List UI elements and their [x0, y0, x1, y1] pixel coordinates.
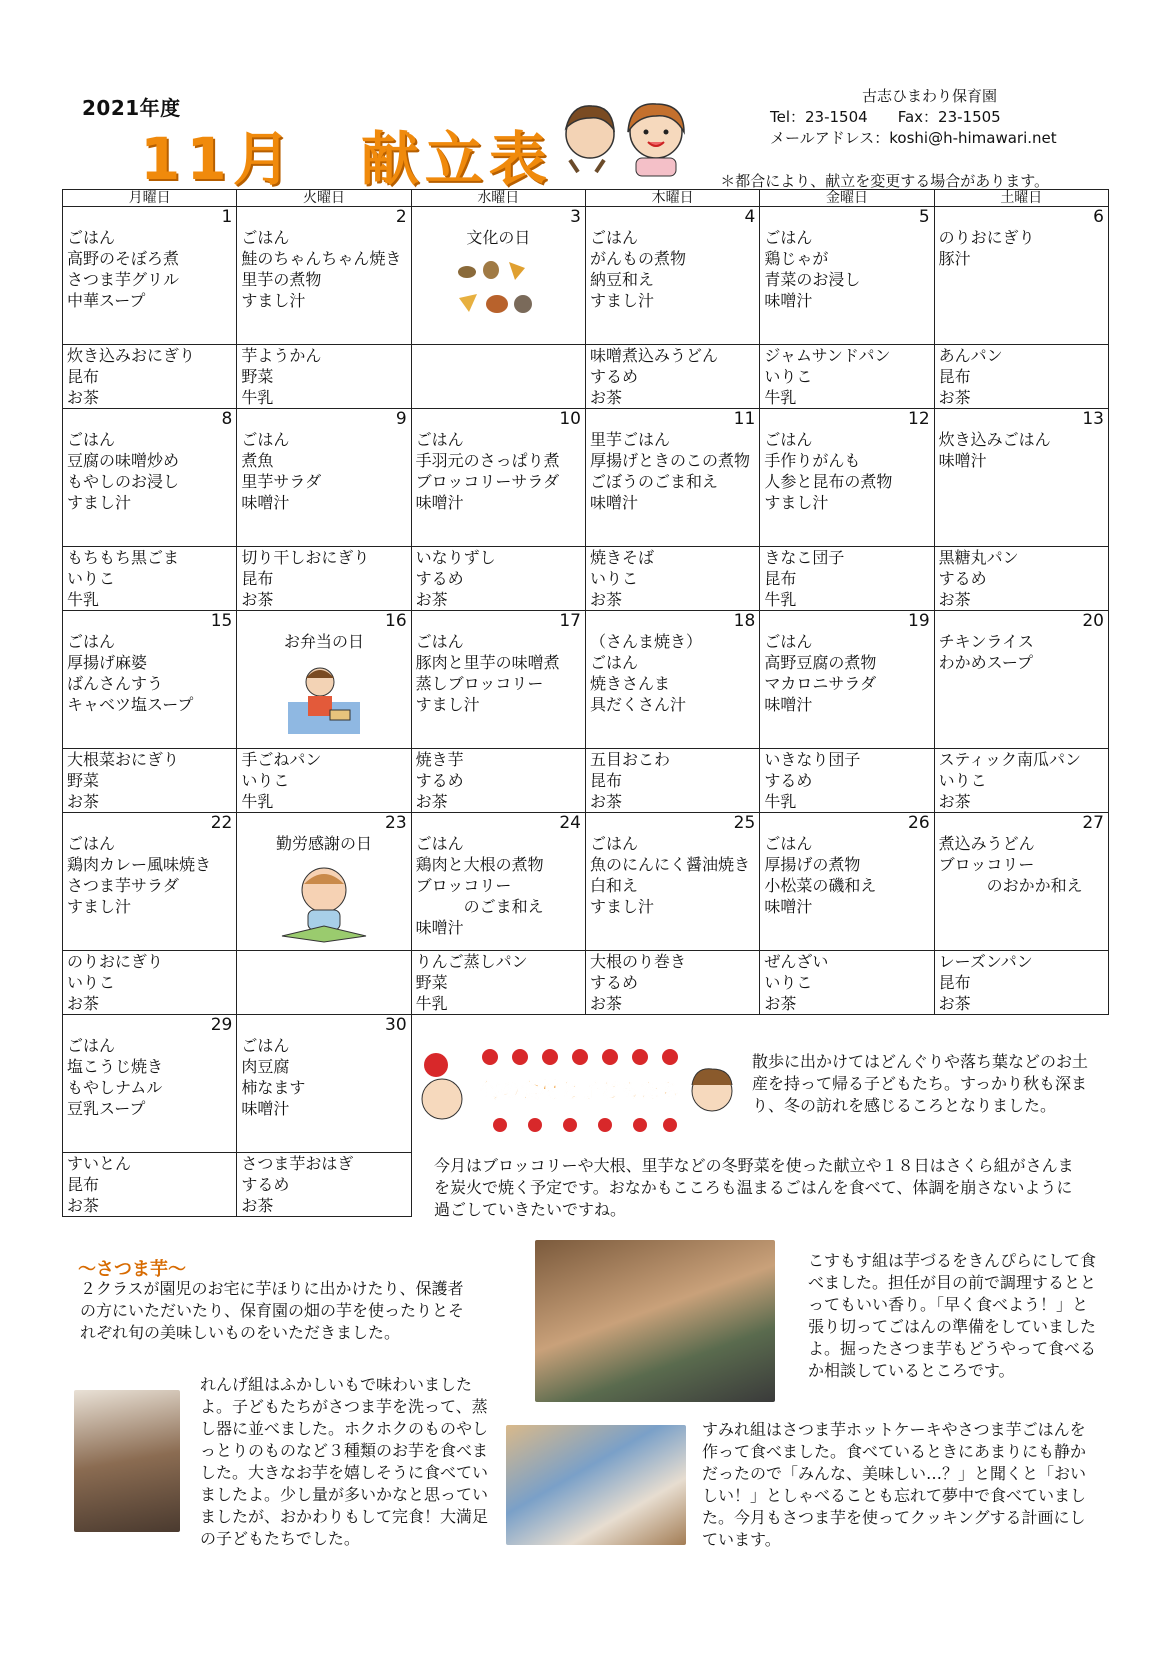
snack-item: 牛乳: [415, 994, 448, 1013]
monthly-message: 今月はブロッコリーや大根、里芋などの冬野菜を使った献立や１８日はさくら組がさんまを炭火で焼く予定です。おなかもこころも温まるごはんを食べて、体調を崩さないように過ごしていきたいですね。: [434, 1156, 1074, 1219]
snack-cell: [934, 951, 1108, 1015]
kosumosu-report: こすもす組は芋づるをきんぴらにして食べました。担任が目の前で調理するととってもいい香り。「早く食べよう！」と張り切ってごはんの準備をしていましたよ。掘ったさつま芋もどうやって食べるか相談しているところです。: [808, 1251, 1097, 1380]
day-cell: [237, 611, 411, 749]
day-number: 10: [559, 409, 581, 429]
lunch-item: すまし汁: [67, 493, 132, 512]
lunch-item: 青菜のお浸し: [764, 270, 861, 289]
snack-cell: [63, 1153, 237, 1217]
day-number: 12: [908, 409, 930, 429]
bento-child-icon: [284, 662, 364, 736]
lunch-item: のごま和え: [415, 897, 544, 916]
lunch-item: 手作りがんも: [764, 451, 861, 470]
weekday-header-row: [63, 190, 1109, 207]
day-number: 20: [1082, 611, 1104, 631]
day-cell: [63, 813, 237, 951]
day-number: 23: [385, 813, 407, 833]
snack-item: するめ: [241, 1175, 290, 1194]
snack-item: もちもち黒ごま: [67, 548, 180, 567]
snack-cell: [237, 345, 411, 409]
snack-item: 野菜: [241, 367, 274, 386]
snack-item: りんご蒸しパン: [415, 952, 528, 971]
lunch-item: ごはん: [764, 228, 813, 247]
day-number: 11: [733, 409, 756, 429]
lunch-item: ごはん: [67, 632, 116, 651]
day-cell: [63, 409, 237, 547]
lunch-item: マカロニサラダ: [764, 674, 877, 693]
lunch-item: 厚揚げときのこの煮物: [589, 451, 750, 470]
snack-item: するめ: [415, 569, 464, 588]
day-cell: [63, 207, 237, 345]
snack-cell: [63, 547, 237, 611]
snack-cell: [63, 749, 237, 813]
snack-item: お茶: [589, 590, 622, 609]
day-cell: [934, 813, 1108, 951]
snack-item: 切り干しおにぎり: [241, 548, 370, 567]
lunch-item: のりおにぎり: [938, 228, 1035, 247]
banner-title: 旬の食材と子どもたち: [480, 1078, 680, 1102]
lunch-item: 豆腐の味噌炒め: [67, 451, 180, 470]
lunch-item: 鶏肉カレー風味焼き: [67, 855, 212, 874]
day-number: 2: [395, 207, 407, 227]
lunch-item: ごはん: [241, 1036, 290, 1055]
lunch-item: 里芋ごはん: [589, 430, 670, 449]
snack-cell: [237, 547, 411, 611]
lunch-item: もやしのお浸し: [67, 472, 180, 491]
snack-item: ジャムサンドパン: [764, 346, 891, 365]
lunch-item: 味噌汁: [241, 493, 290, 512]
snack-item: スティック南瓜パン: [938, 750, 1082, 769]
snack-item: 大根菜おにぎり: [67, 750, 180, 769]
snack-item: お茶: [241, 1196, 274, 1215]
org-name: 古志ひまわり保育園: [862, 87, 998, 105]
kosumosu-cooking-photo: [535, 1240, 775, 1402]
snack-item: 昆布: [938, 973, 971, 992]
day-cell: [585, 813, 759, 951]
snack-item: レーズンパン: [938, 952, 1033, 971]
snack-cell: [237, 951, 411, 1015]
day-number: 18: [733, 611, 756, 631]
holiday-note: お弁当の日: [283, 632, 364, 651]
renge-digging-photo: [74, 1390, 180, 1532]
snack-item: 牛乳: [67, 590, 100, 609]
lunch-item: 厚揚げの煮物: [764, 855, 861, 874]
lunch-item: 味噌汁: [415, 918, 464, 937]
snack-cell: [585, 951, 759, 1015]
snack-item: 昆布: [67, 367, 100, 386]
day-number: 24: [559, 813, 581, 833]
lunch-item: 鮭のちゃんちゃん焼き: [241, 249, 402, 268]
day-number: 25: [733, 813, 756, 833]
snack-item: いりこ: [67, 569, 116, 588]
day-number: 26: [908, 813, 930, 833]
snack-cell: [934, 749, 1108, 813]
snack-item: するめ: [764, 771, 813, 790]
snack-cell: [760, 749, 934, 813]
lunch-item: 厚揚げ麻婆: [67, 653, 148, 672]
sumire-cooking-photo: [506, 1425, 686, 1545]
lunch-item: 塩こうじ焼き: [67, 1057, 164, 1076]
lunch-item: ごはん: [67, 228, 116, 247]
snack-item: 手ごねパン: [241, 750, 322, 769]
snack-row: [63, 951, 1109, 1015]
baby-reading-icon: [274, 864, 374, 944]
snack-item: お茶: [67, 1196, 100, 1215]
snack-cell: [411, 345, 585, 409]
lunch-item: ブロッコリー: [938, 855, 1035, 874]
snack-item: お茶: [589, 994, 622, 1013]
day-number: 30: [385, 1015, 407, 1035]
lunch-item: すまし汁: [589, 291, 654, 310]
lunch-item: 味噌汁: [764, 291, 813, 310]
snack-cell: [63, 951, 237, 1015]
day-number: 15: [210, 611, 233, 631]
snack-item: 牛乳: [241, 792, 274, 811]
lunch-item: チキンライス: [938, 632, 1034, 651]
day-cell: [411, 409, 585, 547]
lunch-item: 中華スープ: [67, 291, 146, 310]
lunch-item: 里芋サラダ: [241, 472, 322, 491]
lunch-item: 小松菜の磯和え: [764, 876, 877, 895]
lunch-item: 豚汁: [938, 249, 971, 268]
holiday-note: 勤労感謝の日: [275, 834, 372, 853]
lunch-item: 味噌汁: [764, 695, 813, 714]
snack-item: 昆布: [589, 771, 622, 790]
lunch-item: すまし汁: [67, 897, 132, 916]
fax-number: Fax：23-1505: [897, 108, 1001, 126]
snack-item: 黒糖丸パン: [938, 548, 1019, 567]
lunch-item: ごはん: [764, 632, 813, 651]
day-cell: [237, 1015, 411, 1153]
lunch-item: ごはん: [67, 1036, 116, 1055]
snack-item: ぜんざい: [764, 952, 829, 971]
org-email[interactable]: メールアドレス：koshi@h-himawari.net: [770, 129, 1057, 147]
lunch-item: 豆乳スープ: [67, 1099, 146, 1118]
lunch-item: 高野豆腐の煮物: [764, 653, 877, 672]
snack-item: するめ: [589, 973, 638, 992]
lunch-item: ごはん: [764, 430, 813, 449]
day-number: 6: [1093, 207, 1104, 227]
lunch-item: 里芋の煮物: [241, 270, 322, 289]
snack-item: 芋ようかん: [241, 346, 322, 365]
weekday-header: 水曜日: [411, 190, 585, 207]
day-cell: [237, 207, 411, 345]
snack-item: いなりずし: [415, 548, 496, 567]
lunch-item: 焼きさんま: [589, 674, 670, 693]
snack-item: いりこ: [764, 367, 813, 386]
day-number: 13: [1082, 409, 1104, 429]
snack-cell: [411, 547, 585, 611]
lunch-item: 高野のそぼろ煮: [67, 249, 180, 268]
lunch-item: （さんま焼き）: [589, 632, 702, 651]
day-cell: [411, 207, 585, 345]
snack-cell: [585, 547, 759, 611]
lunch-item: 味噌汁: [938, 451, 987, 470]
lunch-item: のおかか和え: [938, 876, 1083, 895]
snack-item: お茶: [938, 792, 971, 811]
lunch-item: ばんさんすう: [67, 674, 164, 693]
lunch-item: すまし汁: [415, 695, 480, 714]
lunch-item: ごはん: [241, 430, 290, 449]
lunch-row: [63, 207, 1109, 345]
snack-item: いりこ: [67, 973, 116, 992]
lunch-item: 煮込みうどん: [938, 834, 1035, 853]
lunch-item: 豚肉と里芋の味噌煮: [415, 653, 560, 672]
sweet-potato-heading: ～さつま芋～: [78, 1259, 186, 1280]
snack-cell: [934, 547, 1108, 611]
snack-item: いりこ: [764, 973, 813, 992]
snack-item: いりこ: [589, 569, 638, 588]
day-cell: [63, 1015, 237, 1153]
lunch-item: 味噌汁: [415, 493, 464, 512]
weekday-header: 火曜日: [237, 190, 411, 207]
page-title: 11月 献立表: [140, 125, 553, 193]
day-number: 4: [744, 207, 756, 227]
org-info: [770, 86, 1057, 149]
snack-item: お茶: [938, 590, 971, 609]
snack-row: [63, 547, 1109, 611]
lunch-item: 具だくさん汁: [589, 695, 686, 714]
lunch-item: 魚のにんにく醤油焼き: [589, 855, 750, 874]
lunch-item: ごはん: [764, 834, 813, 853]
lunch-item: がんもの煮物: [589, 249, 686, 268]
lunch-item: 白和え: [589, 876, 638, 895]
change-notice: ＊都合により、献立を変更する場合があります。: [720, 172, 1049, 190]
snack-cell: [585, 345, 759, 409]
lunch-item: 味噌汁: [764, 897, 813, 916]
snack-item: お茶: [589, 388, 622, 407]
lunch-item: もやしナムル: [67, 1078, 163, 1097]
lunch-item: 炊き込みごはん: [938, 430, 1051, 449]
snack-item: 牛乳: [241, 388, 274, 407]
snack-item: 五目おこわ: [589, 750, 670, 769]
day-cell: [760, 813, 934, 951]
lunch-item: すまし汁: [241, 291, 306, 310]
lunch-item: さつま芋グリル: [67, 270, 180, 289]
day-number: 19: [908, 611, 930, 631]
snack-item: するめ: [589, 367, 638, 386]
lunch-item: 蒸しブロッコリー: [415, 674, 544, 693]
renge-report: れんげ組はふかしいもで味わいましたよ。子どもたちがさつま芋を洗って、蒸し器に並べました。ホクホクのものやしっとりのものなど３種類のお芋を食べました。大きなお芋を嬉しそうに食べていましたよ。少し量が多いかなと思っていましたが、おかわりもして完食！大満足の子どもたちでした。: [200, 1375, 489, 1548]
lunch-item: 味噌汁: [241, 1099, 290, 1118]
snack-item: するめ: [415, 771, 464, 790]
day-cell: [585, 409, 759, 547]
lunch-item: ごはん: [589, 653, 638, 672]
day-cell: [934, 409, 1108, 547]
day-number: 29: [210, 1015, 233, 1035]
lunch-item: すまし汁: [764, 493, 829, 512]
snack-item: 味噌煮込みうどん: [589, 346, 718, 365]
lunch-item: さつま芋サラダ: [67, 876, 179, 895]
autumn-leaves-icon: [453, 258, 543, 322]
snack-item: お茶: [415, 792, 448, 811]
snack-cell: [760, 951, 934, 1015]
holiday-note: 文化の日: [466, 228, 531, 247]
lunch-item: 鶏肉と大根の煮物: [415, 855, 544, 874]
day-cell: [760, 409, 934, 547]
snack-cell: [237, 749, 411, 813]
tel-number: Tel：23-1504: [770, 108, 868, 126]
day-cell: [934, 207, 1108, 345]
snack-item: 大根のり巻き: [589, 952, 686, 971]
day-number: 8: [221, 409, 233, 429]
lunch-item: 味噌汁: [589, 493, 638, 512]
snack-item: 昆布: [938, 367, 971, 386]
day-cell: [411, 611, 585, 749]
lunch-item: ごはん: [67, 834, 116, 853]
day-number: 22: [210, 813, 233, 833]
snack-cell: [237, 1153, 411, 1217]
snack-item: 牛乳: [764, 388, 797, 407]
lunch-item: ごはん: [415, 632, 464, 651]
snack-cell: [934, 345, 1108, 409]
day-cell: [63, 611, 237, 749]
lunch-item: 鶏じゃが: [764, 249, 829, 268]
org-phone: [770, 107, 1057, 128]
lunch-item: ごはん: [241, 228, 290, 247]
day-number: 3: [570, 207, 581, 227]
lunch-item: 肉豆腐: [241, 1057, 290, 1076]
snack-item: いりこ: [241, 771, 290, 790]
day-cell: [585, 207, 759, 345]
day-number: 27: [1082, 813, 1104, 833]
snack-item: あんパン: [938, 346, 1003, 365]
day-cell: [585, 611, 759, 749]
lunch-item: ブロッコリーサラダ: [415, 472, 560, 491]
snack-item: さつま芋おはぎ: [241, 1154, 354, 1173]
lunch-item: わかめスープ: [938, 653, 1034, 672]
weekday-header: 土曜日: [934, 190, 1108, 207]
day-number: 9: [395, 409, 407, 429]
snack-item: 野菜: [67, 771, 100, 790]
day-cell: [760, 611, 934, 749]
snack-cell: [585, 749, 759, 813]
day-number: 17: [559, 611, 581, 631]
lunch-item: 納豆和え: [589, 270, 654, 289]
snack-item: 焼き芋: [415, 750, 464, 769]
snack-item: お茶: [415, 590, 448, 609]
lunch-item: ブロッコリー: [415, 876, 512, 895]
weekday-header: 金曜日: [760, 190, 934, 207]
lunch-item: ごはん: [67, 430, 116, 449]
snack-row: [63, 345, 1109, 409]
snack-item: 焼きそば: [589, 548, 654, 567]
snack-item: お茶: [938, 994, 971, 1013]
day-cell: [237, 409, 411, 547]
snack-item: お茶: [67, 994, 100, 1013]
day-cell: [934, 611, 1108, 749]
snack-cell: [63, 345, 237, 409]
snack-item: 野菜: [415, 973, 448, 992]
sumire-report: すみれ組はさつま芋ホットケーキやさつま芋ごはんを作って食べました。食べているときにあまりにも静かだったので「みんな、美味しい…？」と聞くと「おいしい！」としゃべることも忘れて夢中で食べていました。今月もさつま芋を使ってクッキングする計画にしています。: [702, 1420, 1087, 1549]
day-cell: [237, 813, 411, 951]
snack-item: お茶: [67, 792, 100, 811]
weekday-header: 月曜日: [63, 190, 237, 207]
day-number: 1: [221, 207, 233, 227]
lunch-item: 手羽元のさっぱり煮: [415, 451, 560, 470]
snack-item: いきなり団子: [764, 750, 861, 769]
lunch-item: ごぼうのごま和え: [589, 472, 718, 491]
day-cell: [760, 207, 934, 345]
seasonal-text: 散歩に出かけてはどんぐりや落ち葉などのお土産を持って帰る子どもたち。すっかり秋も深まり、冬の訪れを感じるころとなりました。: [752, 1052, 1089, 1115]
snack-cell: [760, 547, 934, 611]
snack-item: お茶: [67, 388, 100, 407]
snack-item: 牛乳: [764, 590, 797, 609]
lunch-item: ごはん: [589, 834, 638, 853]
snack-item: お茶: [764, 994, 797, 1013]
snack-item: 牛乳: [764, 792, 797, 811]
weekday-header: 木曜日: [585, 190, 759, 207]
lunch-item: ごはん: [415, 834, 464, 853]
day-number: 16: [385, 611, 407, 631]
day-number: 5: [918, 207, 930, 227]
snack-item: するめ: [938, 569, 987, 588]
snack-item: のりおにぎり: [67, 952, 164, 971]
year-label: 2021年度: [82, 96, 181, 120]
snack-item: お茶: [589, 792, 622, 811]
snack-row: [63, 749, 1109, 813]
lunch-item: キャベツ塩スープ: [67, 695, 194, 714]
snack-cell: [760, 345, 934, 409]
snack-item: お茶: [938, 388, 971, 407]
sweet-potato-intro: ２クラスが園児のお宅に芋ほりに出かけたり、保護者の方にいただいたり、保育園の畑の芋を使ったりとそれぞれ旬の美味しいものをいただきました。: [80, 1279, 465, 1342]
snack-item: 炊き込みおにぎり: [67, 346, 196, 365]
seasonal-banner: [420, 1045, 740, 1135]
autumn-kids-illustration: [548, 92, 698, 177]
lunch-row: [63, 409, 1109, 547]
lunch-item: 人参と昆布の煮物: [764, 472, 893, 491]
snack-cell: [411, 951, 585, 1015]
day-cell: [411, 813, 585, 951]
lunch-row: [63, 611, 1109, 749]
lunch-item: 煮魚: [241, 451, 274, 470]
snack-item: いりこ: [938, 771, 987, 790]
snack-item: きなこ団子: [764, 548, 845, 567]
snack-item: お茶: [241, 590, 274, 609]
snack-item: 昆布: [67, 1175, 100, 1194]
snack-item: すいとん: [67, 1154, 132, 1173]
snack-cell: [411, 749, 585, 813]
lunch-row: [63, 813, 1109, 951]
lunch-item: ごはん: [415, 430, 464, 449]
lunch-item: ごはん: [589, 228, 638, 247]
snack-item: 昆布: [241, 569, 274, 588]
lunch-item: 柿なます: [241, 1078, 306, 1097]
lunch-item: すまし汁: [589, 897, 654, 916]
snack-item: 昆布: [764, 569, 797, 588]
